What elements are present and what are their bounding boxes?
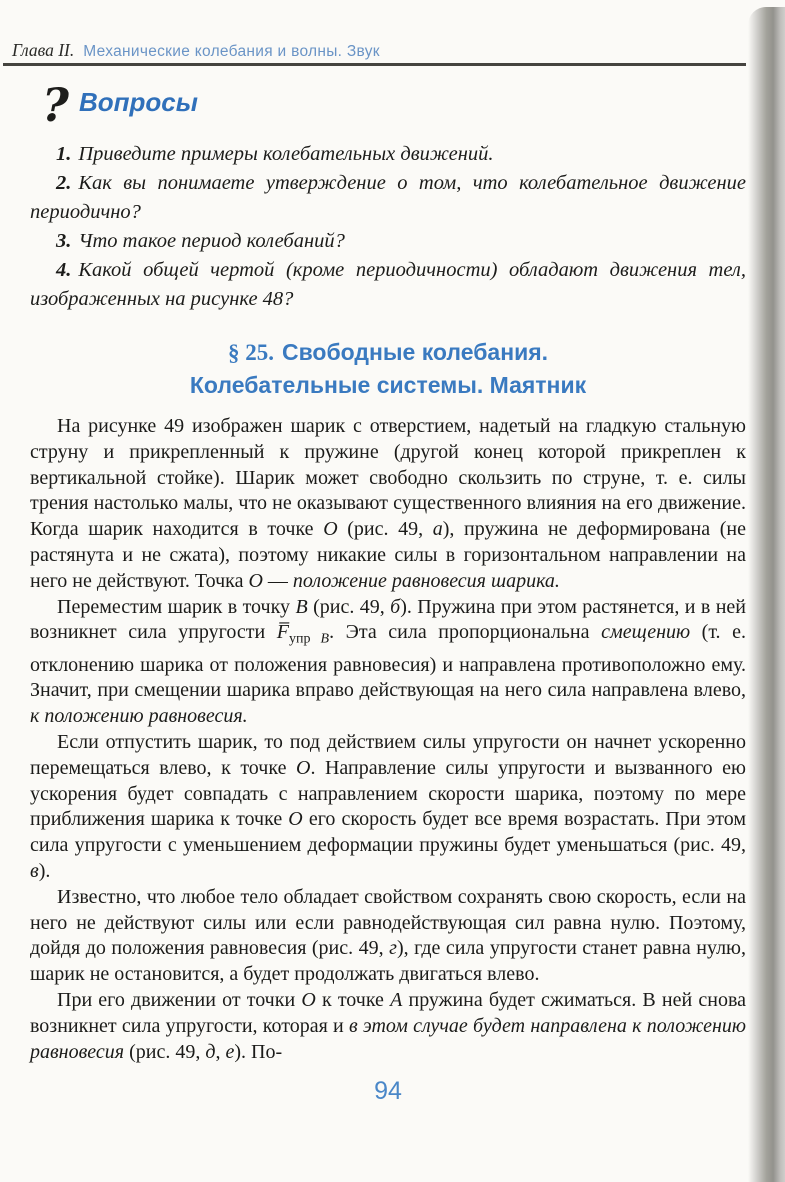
question-item — [30, 227, 746, 256]
body-text — [30, 414, 746, 1065]
question-text: Как вы понимаете утверждение о том, что колебательное движение периодично? — [30, 172, 746, 223]
question-text: Что такое период колебаний? — [78, 230, 345, 252]
paragraph: Известно, что любое тело обладает свойством сохранять свою скорость, если на него не действуют силы или если равнодействующая сил равна нулю. Поэтому, дойдя до положения равновесия (рис. 49, г), где сила упругости станет равна нулю, шарик не остановится, а будет продолжать двигаться влево. — [30, 885, 746, 986]
question-number: 3. — [56, 230, 72, 252]
section-heading-line2: Колебательные системы. Маятник — [189, 372, 587, 398]
questions-list — [30, 140, 746, 314]
section-title-line1: Свободные колебания. — [281, 339, 549, 365]
question-number: 1. — [56, 143, 72, 165]
section-heading-line1 — [30, 336, 746, 369]
question-text: Приведите примеры колебательных движений. — [78, 143, 494, 165]
paragraph: Переместим шарик в точку B (рис. 49, б). Пружина при этом растянется, и в ней возникнет сила упругости $F̅_{упр}$ $_B$. Эта сила пропорциональна смещению (т. е. отклонению шарика от положения равновесия) и направлена противоположно ему. Значит, при смещении шарика вправо действующая на него сила направлена влево, к положению равновесия. — [30, 595, 747, 728]
page-number: 94 — [374, 1077, 402, 1106]
question-item — [30, 169, 746, 227]
questions-title: Вопросы — [78, 87, 198, 117]
question-number: 2. — [56, 172, 72, 194]
questions-header — [42, 78, 746, 134]
question-text: Какой общей чертой (кроме периодичности) обладают движения тел, изображенных на рисунке 48? — [30, 259, 746, 310]
section-heading — [30, 336, 746, 402]
question-item — [30, 256, 746, 314]
paragraph: Если отпустить шарик, то под действием силы упругости он начнет ускоренно перемещаться влево, к точке O. Направление силы упругости и вызванного ею ускорения будет совпадать с направлением скорости шарика, поэтому по мере приближения шарика к точке O его скорость будет все время возрастать. При этом сила упругости с уменьшением деформации пружины будет уменьшаться (рис. 49, в). — [30, 731, 747, 883]
content — [30, 0, 746, 1106]
question-number: 4. — [56, 259, 72, 281]
chapter-label: Глава II. — [12, 40, 75, 60]
paragraph-mark: § 25. — [227, 340, 274, 365]
paragraph: При его движении от точки O к точке A пружина будет сжиматься. В ней снова возникнет сила упругости, которая и в этом случае будет направлена к положению равновесия (рис. 49, д, е). По- — [30, 989, 746, 1063]
page-edge-shadow — [748, 7, 785, 1182]
question-mark-icon: ? — [42, 78, 69, 132]
chapter-title: Механические колебания и волны. Звук — [83, 43, 380, 60]
question-item — [30, 140, 746, 169]
paragraph: На рисунке 49 изображен шарик с отверстием, надетый на гладкую стальную струну и прикрепленный к пружине (другой конец которой прикреплен к вертикальной стойке). Шарик может свободно скользить по струне, т. е. силы трения настолько малы, что не оказывают существенного влияния на его движение. Когда шарик находится в точке O (рис. 49, а), пружина не деформирована (не растянута и не сжата), поэтому никакие силы в горизонтальном направлении на него не действуют. Точка O — положение равновесия шарика. — [30, 415, 746, 592]
